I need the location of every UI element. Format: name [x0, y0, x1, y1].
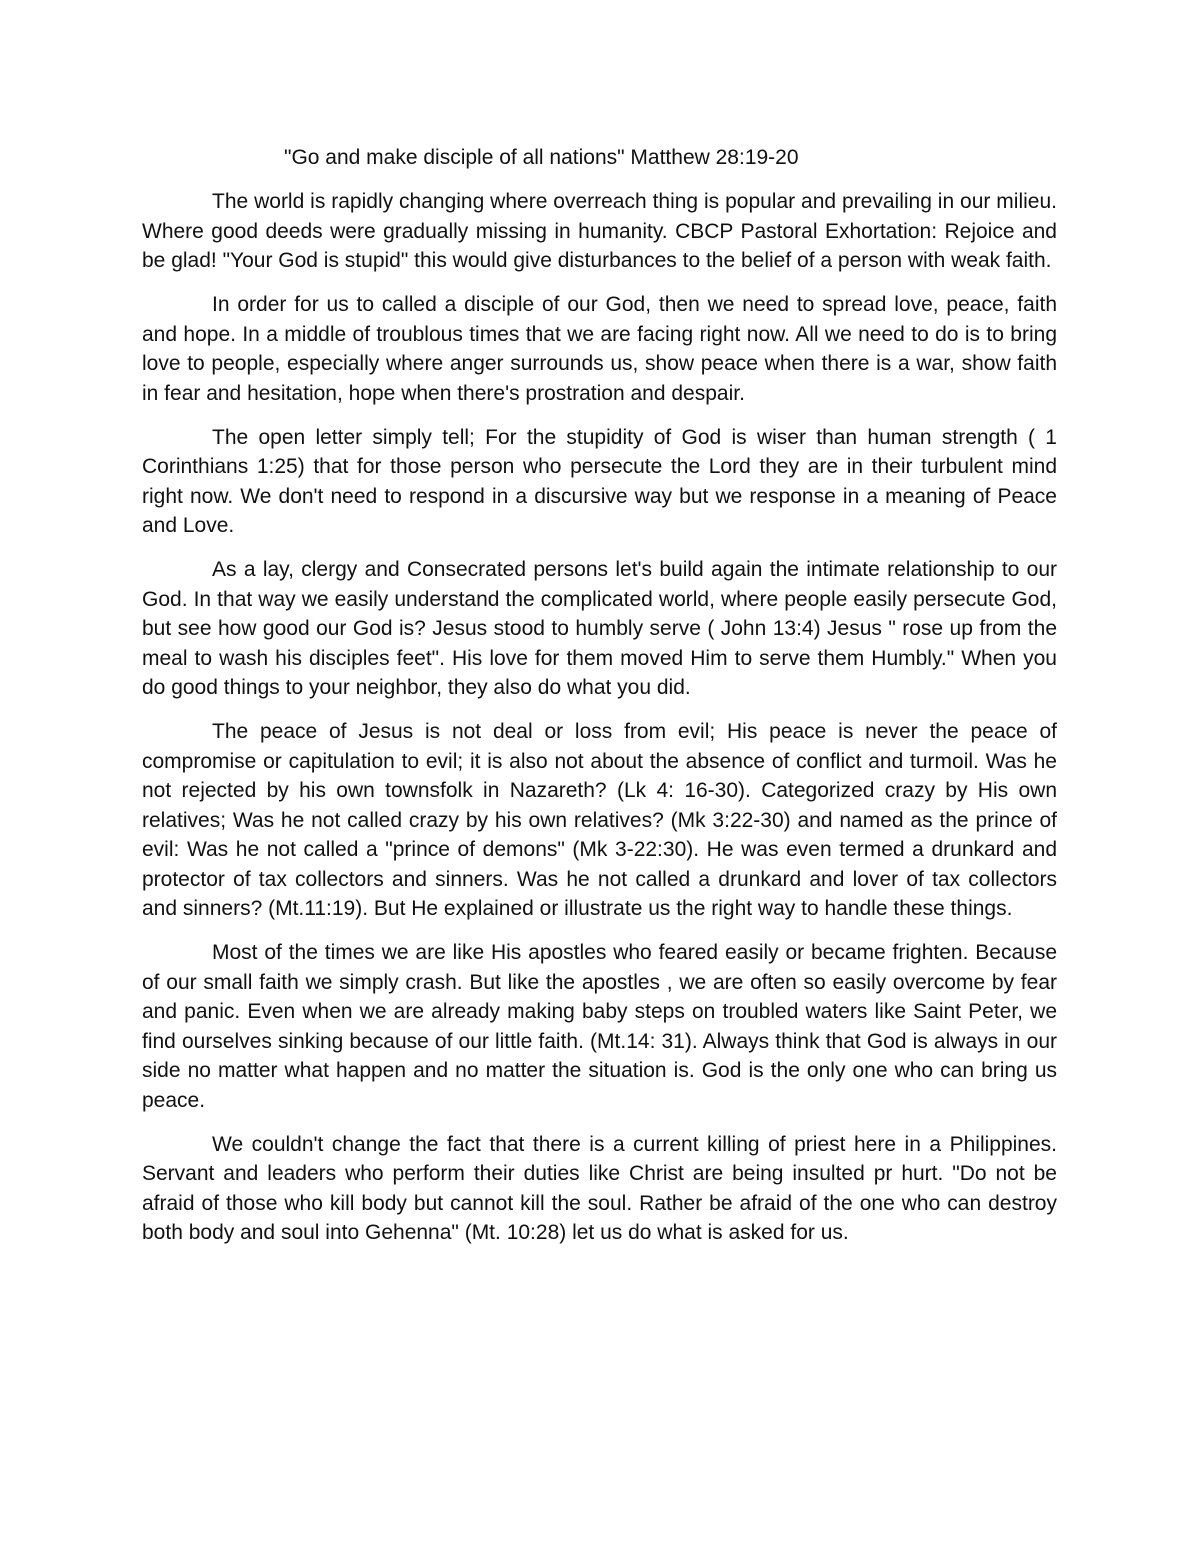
- paragraph-4: As a lay, clergy and Consecrated persons let's build again the intimate relationship to our God. In that way we easily understand the complicated world, where people easily persecute God, but see how good our God is? Jesus stood to humbly serve ( John 13:4) Jesus " rose up from the meal to wash his disciples feet". His love for them moved Him to serve them Humbly." When you do good things to your neighbor, they also do what you did.: [142, 558, 1057, 699]
- paragraph-6: Most of the times we are like His apostles who feared easily or became frighten. Because of our small faith we simply crash. But like the apostles , we are often so easily overcome by fear and panic. Even when we are already making baby steps on troubled waters like Saint Peter, we find ourselves sinking because of our little faith. (Mt.14: 31). Always think that God is always in our side no matter what happen and no matter the situation is. God is the only one who can bring us peace.: [142, 941, 1057, 1112]
- paragraph-7: We couldn't change the fact that there is a current killing of priest here in a Philippines. Servant and leaders who perform their duties like Christ are being insulted pr hurt. "Do not be afraid of those who kill body but cannot kill the soul. Rather be afraid of the one who can destroy both body and soul into Gehenna" (Mt. 10:28) let us do what is asked for us.: [142, 1132, 1057, 1244]
- paragraph-5: The peace of Jesus is not deal or loss from evil; His peace is never the peace of compromise or capitulation to evil; it is also not about the absence of conflict and turmoil. Was he not rejected by his own townsfolk in Nazareth? (Lk 4: 16-30). Categorized crazy by His own relatives; Was he not called crazy by his own relatives? (Mk 3:22-30) and named as the prince of evil: Was he not called a "prince of demons" (Mk 3-22:30). He was even termed a drunkard and protector of tax collectors and sinners. Was he not called a drunkard and lover of tax collectors and sinners? (Mt.11:19). But He explained or illustrate us the right way to handle these things.: [142, 720, 1057, 920]
- paragraph-2: In order for us to called a disciple of our God, then we need to spread love, peace, faith and hope. In a middle of troublous times that we are facing right now. All we need to do is to bring love to people, especially where anger surrounds us, show peace when there is a war, show faith in fear and hesitation, hope when there's prostration and despair.: [142, 293, 1057, 405]
- paragraph-3: The open letter simply tell; For the stupidity of God is wiser than human strength ( 1 Corinthians 1:25) that for those person who persecute the Lord they are in their turbulent mind right now. We don't need to respond in a discursive way but we response in a meaning of Peace and Love.: [142, 425, 1057, 537]
- document-body: [142, 143, 1057, 1262]
- paragraph-1: The world is rapidly changing where overreach thing is popular and prevailing in our milieu. Where good deeds were gradually missing in humanity. CBCP Pastoral Exhortation: Rejoice and be glad! "Your God is stupid" this would give disturbances to the belief of a person with weak faith.: [142, 190, 1057, 272]
- document-title: "Go and make disciple of all nations" Matthew 28:19-20: [284, 146, 799, 169]
